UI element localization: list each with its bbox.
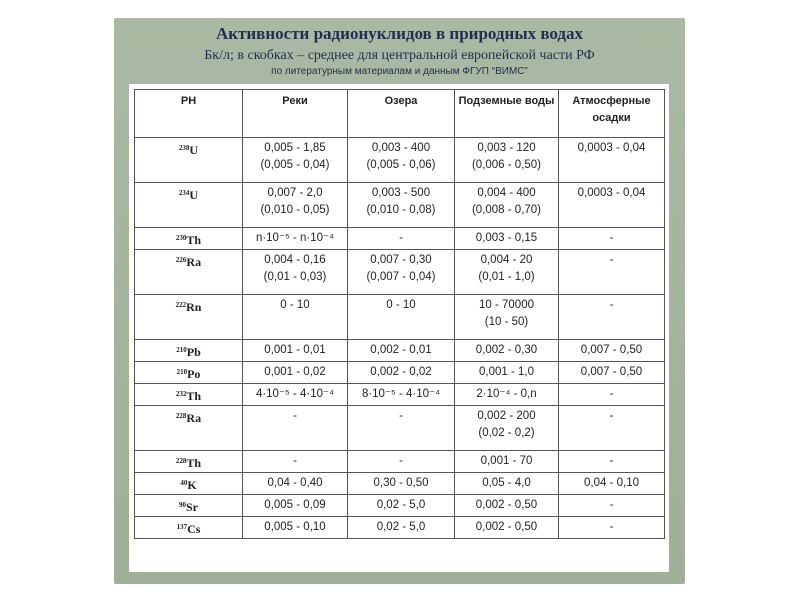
average-value: (0,01 - 0,03) (263, 271, 327, 283)
value-cell (455, 384, 559, 406)
range-value: 2·10⁻⁴ - 0,n (476, 388, 537, 400)
mass-number: 90 (179, 501, 186, 509)
column-header: Озера (348, 90, 455, 138)
mass-number: 232 (175, 390, 187, 398)
nuclide-cell (135, 250, 243, 295)
value-cell (559, 362, 665, 384)
nuclide-cell (135, 183, 243, 228)
value-cell (455, 138, 559, 183)
range-value: n·10⁻⁵ - n·10⁻⁴ (255, 232, 335, 244)
range-value: 0,005 - 0,10 (264, 521, 326, 533)
range-value: 0,001 - 0,02 (264, 366, 326, 378)
value-cell (455, 517, 559, 539)
mass-number: 226 (175, 256, 187, 264)
range-value: 0,30 - 0,50 (373, 477, 429, 489)
value-cell (348, 495, 455, 517)
value-cell (243, 228, 348, 250)
average-value: (0,005 - 0,06) (366, 159, 436, 171)
element-symbol: Th (186, 456, 202, 470)
value-cell (348, 362, 455, 384)
table-row (135, 362, 665, 384)
element-symbol: Th (186, 233, 202, 247)
value-cell (243, 250, 348, 295)
element-symbol: U (189, 143, 199, 157)
value-cell (559, 495, 665, 517)
range-value: 0,007 - 2,0 (267, 187, 323, 199)
range-value: 8·10⁻⁵ - 4·10⁻⁴ (361, 388, 441, 400)
value-cell (559, 295, 665, 340)
range-value: 10 - 70000 (479, 299, 534, 311)
nuclide-cell (135, 295, 243, 340)
range-value: 0,04 - 0,40 (267, 477, 323, 489)
value-cell (559, 340, 665, 362)
range-value: - (399, 455, 403, 467)
value-cell (559, 384, 665, 406)
value-cell (455, 495, 559, 517)
value-cell (559, 473, 665, 495)
average-value: (0,008 - 0,70) (471, 204, 542, 216)
table-row (135, 473, 665, 495)
nuclide-cell (135, 406, 243, 451)
table-row (135, 517, 665, 539)
value-cell (243, 138, 348, 183)
mass-number: 228 (175, 412, 187, 420)
nuclide-cell (135, 340, 243, 362)
range-value: 0,003 - 500 (371, 187, 431, 199)
mass-number: 234 (178, 189, 190, 197)
table-row (135, 138, 665, 183)
nuclide-cell (135, 451, 243, 473)
range-value: - (609, 410, 614, 422)
nuclide-cell (135, 138, 243, 183)
element-symbol: Po (187, 367, 201, 381)
value-cell (348, 183, 455, 228)
range-value: 0,05 - 4,0 (482, 477, 531, 489)
column-header: Атмосферные осадки (559, 90, 665, 138)
range-value: 0,004 - 400 (477, 187, 536, 199)
range-value: 0,003 - 400 (371, 142, 431, 154)
table-row (135, 451, 665, 473)
value-cell (348, 250, 455, 295)
nuclide-cell (135, 384, 243, 406)
range-value: 0,007 - 0,50 (580, 344, 643, 356)
table-row (135, 228, 665, 250)
range-value: 0,002 - 0,02 (370, 366, 432, 378)
value-cell (455, 295, 559, 340)
table-header-row (135, 90, 665, 138)
range-value: 0,003 - 120 (477, 142, 536, 154)
range-value: 0,002 - 0,01 (370, 344, 432, 356)
value-cell (243, 295, 348, 340)
element-symbol: Rn (186, 300, 202, 314)
range-value: 0,003 - 0,15 (475, 232, 538, 244)
range-value: 0,02 - 5,0 (376, 521, 426, 533)
slide-subtitle: Бк/л; в скобках – среднее для центральной европейской части РФ (204, 48, 595, 63)
value-cell (455, 451, 559, 473)
value-cell (559, 517, 665, 539)
value-cell (243, 362, 348, 384)
table-row (135, 295, 665, 340)
range-value: 0,001 - 70 (480, 455, 533, 467)
element-symbol: K (187, 478, 197, 492)
mass-number: 40 (180, 479, 188, 487)
element-symbol: Cs (187, 522, 201, 536)
value-cell (348, 295, 455, 340)
range-value: 0,004 - 20 (480, 254, 533, 266)
mass-number: 137 (176, 523, 188, 531)
range-value: 0,0003 - 0,04 (577, 142, 646, 154)
range-value: 0 - 10 (280, 299, 310, 311)
average-value: (0,01 - 1,0) (478, 271, 535, 283)
table-row (135, 384, 665, 406)
element-symbol: Ra (186, 411, 202, 425)
table-row (135, 250, 665, 295)
value-cell (243, 473, 348, 495)
value-cell (348, 451, 455, 473)
value-cell (455, 340, 559, 362)
range-value: 0,04 - 0,10 (584, 477, 639, 489)
range-value: - (609, 499, 614, 511)
slide-source-note: по литературным материалам и данным ФГУП “ВИМС” (271, 66, 528, 77)
value-cell (243, 517, 348, 539)
value-cell (243, 384, 348, 406)
value-cell (559, 183, 665, 228)
range-value: 0,0003 - 0,04 (577, 187, 646, 199)
average-value: (0,010 - 0,05) (260, 204, 330, 216)
range-value: - (609, 455, 614, 467)
average-value: (10 - 50) (484, 316, 529, 328)
element-symbol: Pb (186, 345, 201, 359)
value-cell (455, 362, 559, 384)
range-value: 4·10⁻⁵ - 4·10⁻⁴ (255, 388, 335, 400)
value-cell (243, 451, 348, 473)
slide-title: Активности радионуклидов в природных водах (215, 24, 584, 43)
value-cell (348, 517, 455, 539)
radionuclide-table (134, 89, 665, 539)
range-value: 0,001 - 1,0 (479, 366, 534, 378)
value-cell (455, 250, 559, 295)
nuclide-cell (135, 228, 243, 250)
table-row (135, 406, 665, 451)
range-value: 0,002 - 0,30 (475, 344, 538, 356)
element-symbol: Sr (186, 500, 198, 514)
table-row (135, 183, 665, 228)
mass-number: 238 (178, 144, 190, 152)
range-value: 0,002 - 0,50 (475, 521, 538, 533)
table-row (135, 495, 665, 517)
mass-number: 230 (175, 234, 187, 242)
range-value: 0,004 - 0,16 (264, 254, 326, 266)
range-value: - (609, 254, 614, 266)
value-cell (348, 138, 455, 183)
value-cell (455, 228, 559, 250)
average-value: (0,02 - 0,2) (478, 427, 535, 439)
nuclide-cell (135, 495, 243, 517)
value-cell (559, 138, 665, 183)
average-value: (0,006 - 0,50) (471, 159, 542, 171)
table-row (135, 340, 665, 362)
value-cell (348, 384, 455, 406)
column-header: Реки (243, 90, 348, 138)
table-sheet (129, 84, 669, 572)
value-cell (243, 406, 348, 451)
value-cell (455, 183, 559, 228)
mass-number: 210 (176, 368, 188, 376)
range-value: 0 - 10 (386, 299, 416, 311)
range-value: - (609, 521, 614, 533)
element-symbol: Th (186, 389, 202, 403)
nuclide-cell (135, 362, 243, 384)
nuclide-cell (135, 517, 243, 539)
value-cell (559, 406, 665, 451)
value-cell (455, 406, 559, 451)
value-cell (348, 340, 455, 362)
range-value: 0,002 - 200 (477, 410, 536, 422)
range-value: - (399, 232, 403, 244)
range-value: 0,007 - 0,50 (580, 366, 643, 378)
element-symbol: Ra (186, 255, 202, 269)
range-value: - (399, 410, 403, 422)
column-header: РН (135, 90, 243, 138)
average-value: (0,010 - 0,08) (366, 204, 436, 216)
average-value: (0,007 - 0,04) (366, 271, 436, 283)
value-cell (559, 228, 665, 250)
average-value: (0,005 - 0,04) (260, 159, 330, 171)
value-cell (559, 451, 665, 473)
mass-number: 222 (175, 301, 187, 309)
range-value: - (609, 299, 614, 311)
column-header: Подземные воды (455, 90, 559, 138)
value-cell (348, 406, 455, 451)
range-value: 0,005 - 1,85 (264, 142, 326, 154)
range-value: 0,007 - 0,30 (370, 254, 432, 266)
mass-number: 210 (176, 346, 187, 354)
value-cell (348, 473, 455, 495)
range-value: 0,02 - 5,0 (376, 499, 426, 511)
element-symbol: U (189, 188, 199, 202)
value-cell (348, 228, 455, 250)
range-value: 0,005 - 0,09 (264, 499, 326, 511)
value-cell (243, 495, 348, 517)
value-cell (455, 473, 559, 495)
range-value: 0,002 - 0,50 (475, 499, 538, 511)
value-cell (243, 183, 348, 228)
range-value: - (293, 455, 297, 467)
nuclide-cell (135, 473, 243, 495)
mass-number: 228 (175, 457, 187, 465)
range-value: - (609, 232, 614, 244)
range-value: - (609, 388, 614, 400)
value-cell (559, 250, 665, 295)
range-value: - (293, 410, 297, 422)
value-cell (243, 340, 348, 362)
range-value: 0,001 - 0,01 (264, 344, 326, 356)
